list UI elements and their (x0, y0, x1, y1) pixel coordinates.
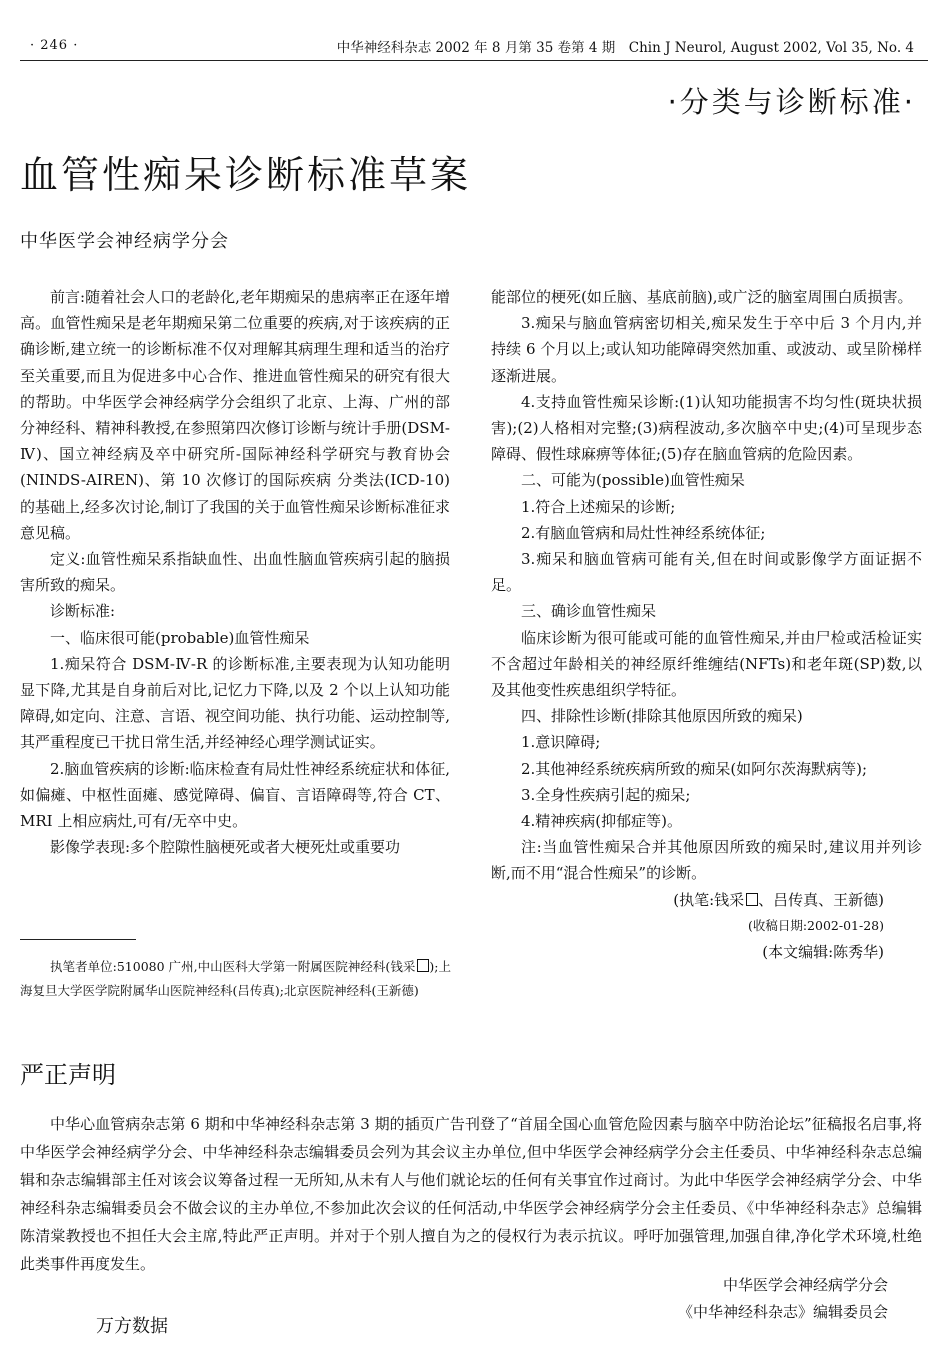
section-label: ·分类与诊断标准· (667, 85, 916, 119)
writers-line (491, 887, 922, 913)
heading-probable: 一、临床很可能(probable)血管性痴呆 (50, 628, 310, 647)
declaration-title: 严正声明 (20, 1061, 116, 1089)
wanfang-watermark: 万方数据 (96, 1316, 168, 1337)
exclusion-item-2: 2.其他神经系统疾病所致的痴呆(如阿尔茨海默病等); (521, 759, 868, 778)
footnote (20, 955, 451, 1003)
declaration-org-2: 《中华神经科杂志》编辑委员会 (677, 1303, 888, 1321)
paragraph-criteria-heading: 诊断标准: (50, 602, 116, 621)
received-date: (收稿日期:2002-01-28) (747, 917, 884, 933)
footnote-rule (20, 939, 136, 940)
possible-item-2: 2.有脑血管病和局灶性神经系统体征; (521, 523, 766, 542)
paragraph-item-3: 3.痴呆与脑血管病密切相关,痴呆发生于卒中后 3 个月内,并持续 6 个月以上;或认知功能障碍突然加重、或波动、或呈阶梯样逐渐进展。 (491, 314, 922, 385)
page-number: · 246 · (30, 38, 79, 53)
running-head: 中华神经科杂志 2002 年 8 月第 35 卷第 4 期 Chin J Neurol, August 2002, Vol 35, No. 4 (336, 40, 914, 56)
paragraph-definite: 临床诊断为很可能或可能的血管性痴呆,并由尸检或活检证实不含超过年龄相关的神经原纤维缠结(NFTs)和老年斑(SP)数,以及其他变性疾患组织学特征。 (491, 628, 922, 700)
writers-prefix: (执笔:钱采 (673, 890, 745, 909)
left-column (20, 284, 450, 860)
exclusion-item-4: 4.精神疾病(抑郁症等)。 (521, 812, 683, 831)
footnote-part2: );上海复旦大学医学院附属华山医院神经科(吕传真);北京医院神经科(王新德) (20, 959, 451, 998)
paragraph-definition: 定义:血管性痴呆系指缺血性、出血性脑血管疾病引起的脑损害所致的痴呆。 (20, 550, 450, 595)
declaration-body: 中华心血管病杂志第 6 期和中华神经科杂志第 3 期的插页广告刊登了“首届全国心血管危险因素与脑卒中防治论坛”征稿报名启事,将中华医学会神经病学分会、中华神经科杂志编辑委员会列为其会议主办单位,但中华医学会神经病学分会主任委员、中华神经科杂志总编辑和杂志编辑部主任对该会议筹备过程一无所知,从未有人与他们就论坛的任何有关事宜作过商讨。为此中华医学会神经病学分会、中华神经科杂志编辑委员会不做会议的主办单位,不参加此次会议的任何活动,中华医学会神经病学分会主任委员、《中华神经科杂志》总编辑陈清棠教授也不担任大会主席,特此严正声明。并对于个别人擅自为之的侵权行为表示抗议。呼吁加强管理,加强自律,净化学术环境,杜绝此类事件再度发生。 (20, 1115, 922, 1273)
heading-possible: 二、可能为(possible)血管性痴呆 (521, 471, 745, 490)
footnote-part1: 执笔者单位:510080 广州,中山医科大学第一附属医院神经科(钱采 (50, 959, 416, 974)
article-author: 中华医学会神经病学分会 (20, 231, 229, 252)
editor-line: (本文编辑:陈秀华) (762, 943, 884, 962)
heading-definite: 三、确诊血管性痴呆 (521, 602, 657, 621)
declaration-org-1: 中华医学会神经病学分会 (722, 1276, 888, 1294)
possible-item-1: 1.符合上述痴呆的诊断; (521, 497, 676, 516)
paragraph-item-4: 4.支持血管性痴呆诊断:(1)认知功能损害不均匀性(斑块状损害);(2)人格相对完整;(3)病程波动,多次脑卒中史;(4)可呈现步态障碍、假性球麻痹等体征;(5)存在脑血管病的危险因素。 (491, 392, 922, 464)
article-title: 血管性痴呆诊断标准草案 (20, 153, 472, 197)
possible-item-3: 3.痴呆和脑血管病可能有关,但在时间或影像学方面证据不足。 (491, 550, 922, 595)
heading-exclusion: 四、排除性诊断(排除其他原因所致的痴呆) (521, 707, 803, 726)
paragraph-item-2: 2.脑血管疾病的诊断:临床检查有局灶性神经系统症状和体征,如偏瘫、中枢性面瘫、感觉障碍、偏盲、言语障碍等,符合 CT、MRI 上相应病灶,可有/无卒中史。 (20, 759, 450, 831)
paragraph-item-1: 1.痴呆符合 DSM-Ⅳ-R 的诊断标准,主要表现为认知功能明显下降,尤其是自身前后对比,记忆力下降,以及 2 个以上认知功能障碍,如定向、注意、言语、视空间功能、执行功能、运动控制等,其严重程度已干扰日常生活,并经神经心理学测试证实。 (20, 654, 450, 752)
writers-suffix: 、吕传真、王新德) (758, 890, 884, 909)
paragraph-note: 注:当血管性痴呆合并其他原因所致的痴呆时,建议用并列诊断,而不用“混合性痴呆”的诊断。 (491, 838, 922, 883)
missing-glyph-icon (746, 893, 758, 906)
header-rule (20, 60, 928, 61)
paragraph-imaging: 影像学表现:多个腔隙性脑梗死或者大梗死灶或重要功 (50, 838, 401, 857)
paragraph-imaging-cont: 能部位的梗死(如丘脑、基底前脑),或广泛的脑室周围白质损害。 (491, 288, 913, 306)
exclusion-item-1: 1.意识障碍; (521, 733, 601, 752)
exclusion-item-3: 3.全身性疾病引起的痴呆; (521, 785, 691, 804)
paragraph-preface: 前言:随着社会人口的老龄化,老年期痴呆的患病率正在逐年增高。血管性痴呆是老年期痴呆第二位重要的疾病,对于该疾病的正确诊断,建立统一的诊断标准不仅对理解其病理生理和适当的治疗至关重要,而且为促进多中心合作、推进血管性痴呆的研究有很大的帮助。中华医学会神经病学分会组织了北京、上海、广州的部分神经科、精神科教授,在参照第四次修订诊断与统计手册(DSM-Ⅳ)、国立神经病及卒中研究所-国际神经科学研究与教育协会(NINDS-AIREN)、第 10 次修订的国际疾病 分类法(ICD-10)的基础上,经多次讨论,制订了我国的关于血管性痴呆诊断标准征求意见稿。 (20, 288, 450, 542)
right-column (491, 284, 922, 965)
missing-glyph-icon (417, 959, 429, 972)
